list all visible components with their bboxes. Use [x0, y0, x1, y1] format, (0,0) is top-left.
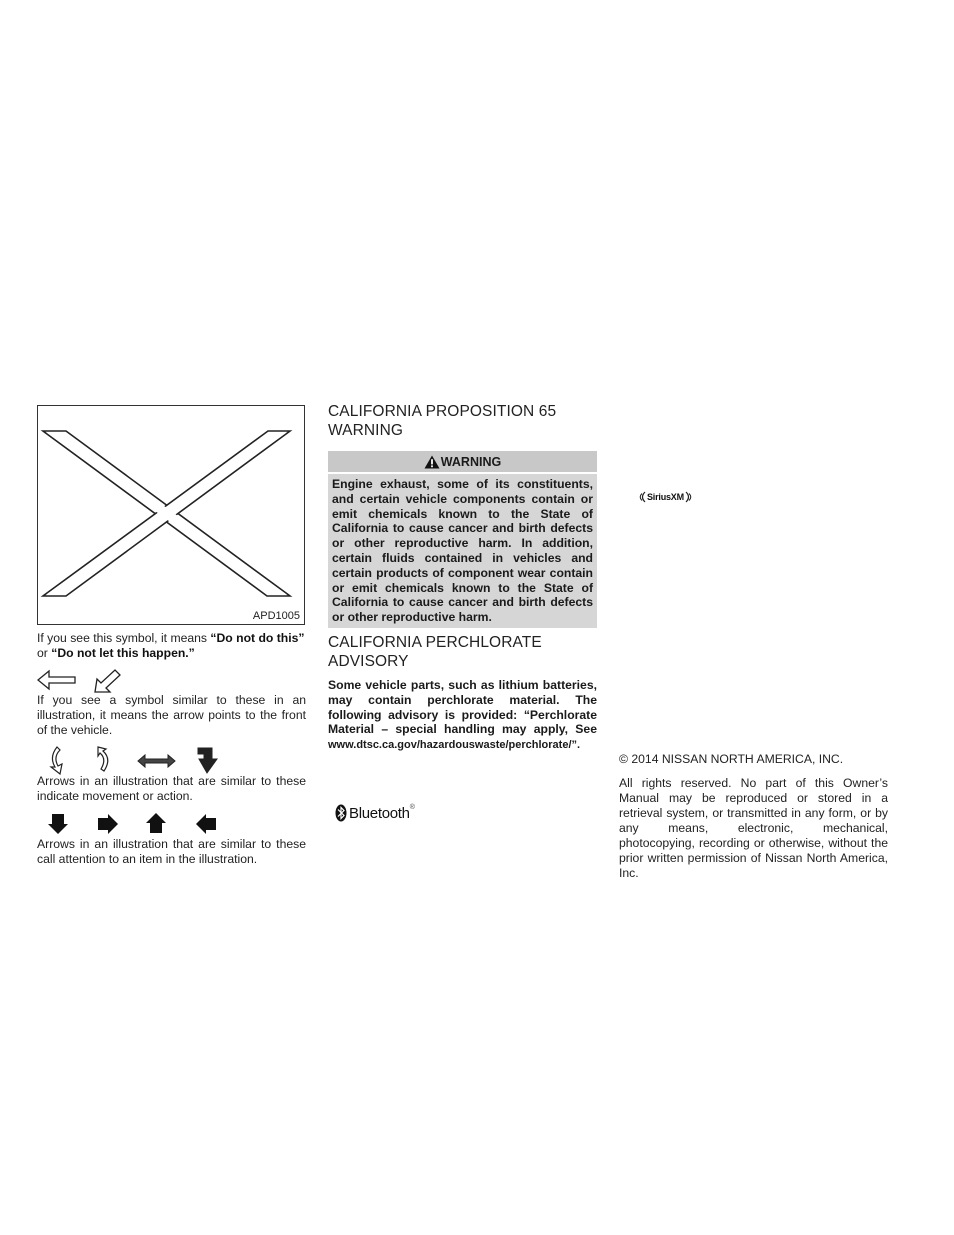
solid-arrow-right-icon — [97, 813, 119, 835]
siriusxm-logo — [638, 488, 693, 506]
outline-arrow-diagonal-icon — [93, 668, 123, 694]
bent-arrow-icon — [194, 745, 220, 775]
solid-arrows — [37, 812, 237, 836]
perchlorate-text — [328, 678, 597, 753]
warning-text: Engine exhaust, some of its constituents, and certain vehicle components contain or emit chemicals known to the State of California to cause cancer and birth defects or other reproductive harm. In addition, certain fluids contained in vehicles and certain products of component wear contain or emit chemicals known to the State of California to cause cancer and birth defects or other reproductive harm. — [332, 477, 593, 625]
solid-arrow-down-icon — [47, 813, 69, 835]
bluetooth-icon — [335, 804, 347, 822]
solid-arrow-up-icon — [145, 812, 167, 834]
siriusxm-logo-icon — [684, 491, 693, 503]
warning-triangle-icon — [424, 455, 440, 469]
caption-bold-1: “Do not do this” — [210, 631, 305, 645]
rights-text: All rights reserved. No part of this Owner’s Manual may be reproduced or stored in a retrieval system, or transmitted in any form, or by any means, electronic, mechanical, photocopying, recording or otherwise, without the prior written permission of Nissan North America, Inc. — [619, 776, 888, 880]
curved-arrow-icon — [92, 745, 116, 775]
copyright-line: © 2014 NISSAN NORTH AMERICA, INC. — [619, 752, 844, 766]
caption-prefix: If you see this symbol, it means — [37, 631, 211, 645]
warning-label: WARNING — [440, 454, 502, 469]
front-arrow-text: If you see a symbol similar to these in an illustration, it means the arrow points to the front of the vehicle. — [37, 693, 306, 737]
warning-header — [328, 451, 597, 472]
bluetooth-wordmark: Bluetooth — [349, 804, 410, 822]
bluetooth-mark: ® — [409, 804, 415, 811]
outline-arrows — [37, 668, 137, 694]
attention-arrow-text: Arrows in an illustration that are similar to these call attention to an item in the illustration. — [37, 837, 306, 866]
outline-arrow-left-icon — [37, 669, 77, 691]
movement-arrows — [37, 745, 237, 775]
movement-arrow-text: Arrows in an illustration that are similar to these indicate movement or action. — [37, 774, 306, 803]
solid-arrow-left-icon — [195, 813, 217, 835]
symbol-caption — [37, 631, 307, 661]
double-arrow-icon — [137, 751, 177, 771]
bluetooth-logo — [335, 802, 415, 824]
do-not-x-icon — [38, 406, 304, 624]
perchlorate-url[interactable]: www.dtsc.ca.gov/hazardouswaste/perchlorate/”. — [328, 739, 581, 752]
curved-arrow-icon — [47, 745, 71, 775]
perchlorate-heading: CALIFORNIA PERCHLORATE ADVISORY — [328, 634, 542, 670]
siriusxm-logo-icon — [638, 491, 647, 503]
warning-body — [328, 474, 597, 628]
do-not-symbol-figure — [37, 405, 305, 625]
caption-middle: or — [37, 646, 52, 660]
siriusxm-wordmark: SiriusXM — [647, 492, 684, 502]
figure-code: APD1005 — [252, 610, 300, 622]
caption-bold-2: “Do not let this happen.” — [51, 646, 195, 660]
prop65-heading: CALIFORNIA PROPOSITION 65 WARNING — [328, 403, 557, 439]
perchlorate-advisory: Some vehicle parts, such as lithium batteries, may contain perchlorate material. The following advisory is provided: “Perchlorate Material – special handling may apply, See — [328, 678, 597, 737]
